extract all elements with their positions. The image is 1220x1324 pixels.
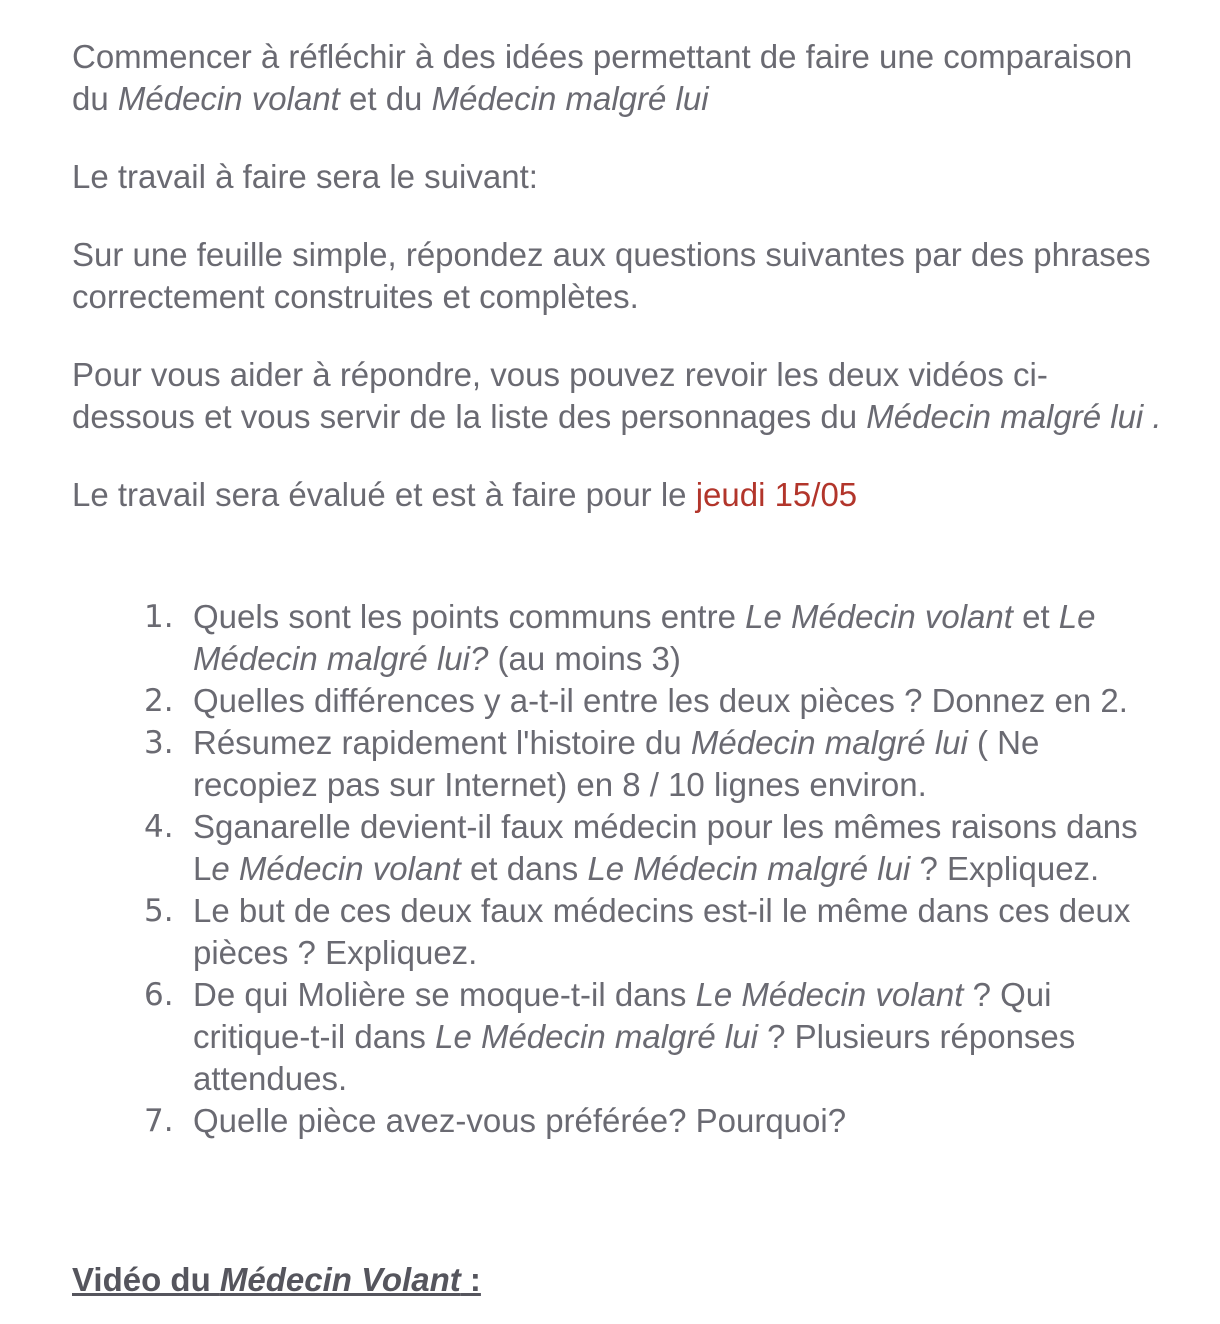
question-number: 7. [144, 1103, 174, 1139]
intro-text-2: et du [339, 80, 432, 117]
deadline-paragraph [72, 474, 1162, 516]
intro-paragraph [72, 36, 1162, 120]
deadline-text: Le travail sera évalué et est à faire pour le [72, 476, 696, 513]
article-body [72, 36, 1162, 552]
question-italic: Le Médecin malgré lui [435, 1018, 758, 1055]
question-text: Le but de ces deux faux médecins est-il le même dans ces deux pièces ? Expliquez. [193, 892, 1131, 971]
video-heading-title: Médecin Volant [219, 1261, 461, 1298]
question-italic: e Médecin volant [211, 850, 461, 887]
question-italic: Le Médecin volant [745, 598, 1013, 635]
question-item [72, 680, 1162, 722]
question-text: Sganarelle devient-il faux médecin pour les mêmes raisons dans L [193, 808, 1138, 887]
question-text: Quelles différences y a-t-il entre les deux pièces ? Donnez en 2. [193, 682, 1128, 719]
question-number: 3. [144, 725, 174, 761]
question-item [72, 596, 1162, 680]
question-number: 6. [144, 977, 174, 1013]
instructions-paragraph: Sur une feuille simple, répondez aux questions suivantes par des phrases correctement construites et complètes. [72, 236, 1151, 315]
question-item [72, 806, 1162, 890]
question-text: De qui Molière se moque-t-il dans [193, 976, 696, 1013]
question-text: Quelle pièce avez-vous préférée? Pourquoi? [193, 1102, 847, 1139]
video-heading-link[interactable] [72, 1259, 481, 1301]
question-italic: Le Médecin malgré lui [587, 850, 911, 887]
question-italic: Le Médecin malgré lui? [193, 598, 1096, 677]
help-text: Pour vous aider à répondre, vous pouvez revoir les deux vidéos ci-dessous et vous servir de la liste des personnages du [72, 356, 1048, 435]
questions-wrap [72, 596, 1162, 1142]
question-text: ? Plusieurs réponses attendues. [193, 1018, 1076, 1097]
question-number: 1. [144, 599, 174, 635]
question-text: ? Qui critique-t-il dans [193, 976, 1052, 1055]
question-item [72, 1100, 1162, 1142]
help-paragraph [72, 354, 1162, 438]
question-italic: Le Médecin volant [695, 976, 964, 1013]
question-text: ( Ne recopiez pas sur Internet) en 8 / 10 lignes environ. [193, 724, 1040, 803]
question-item [72, 974, 1162, 1100]
question-number: 4. [144, 809, 174, 845]
video-heading-suffix: : [460, 1261, 481, 1298]
title-medecin-malgre-lui: Médecin malgré lui [431, 80, 709, 117]
question-italic: Médecin malgré lui [690, 724, 968, 761]
question-text: ? Expliquez. [910, 850, 1100, 887]
question-number: 5. [144, 893, 174, 929]
question-number: 2. [144, 683, 174, 719]
deadline-date: jeudi 15/05 [695, 476, 858, 513]
help-italic-title: Médecin malgré lui . [866, 398, 1162, 435]
video-heading-prefix: Vidéo du [72, 1261, 220, 1298]
work-intro-paragraph: Le travail à faire sera le suivant: [72, 158, 538, 195]
question-text: Résumez rapidement l'histoire du [193, 724, 691, 761]
intro-text: Commencer à réfléchir à des idées permettant de faire une comparaison du [72, 38, 1133, 117]
question-item [72, 722, 1162, 806]
title-medecin-volant: Médecin volant [117, 80, 340, 117]
questions-list [72, 596, 1162, 1142]
question-text: et [1012, 598, 1059, 635]
question-text: Quels sont les points communs entre [193, 598, 746, 635]
question-text: (au moins 3) [488, 640, 681, 677]
question-item [72, 890, 1162, 974]
question-text: et dans [460, 850, 588, 887]
